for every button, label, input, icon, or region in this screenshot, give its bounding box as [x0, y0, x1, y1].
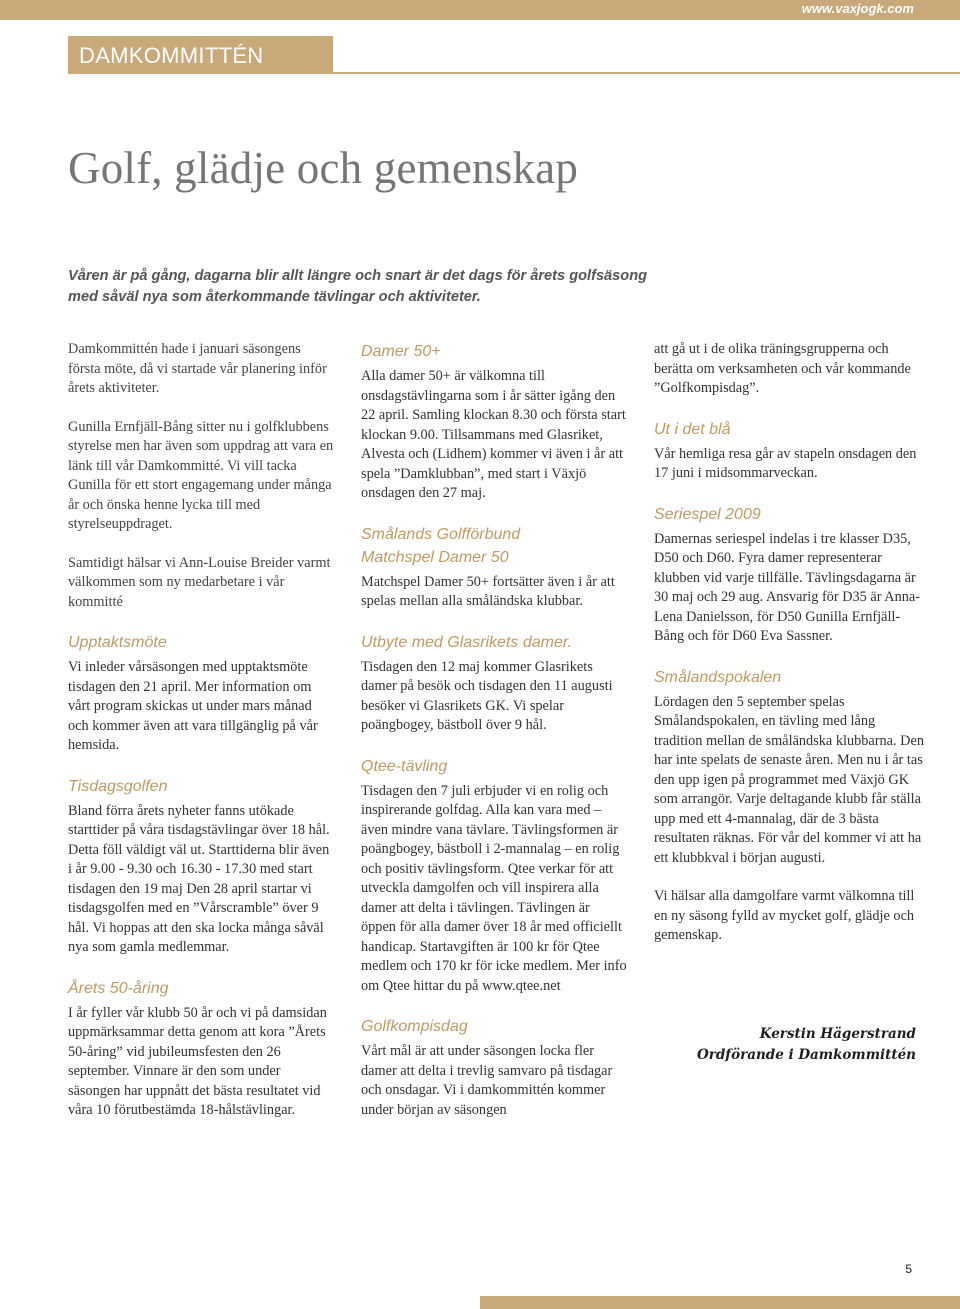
subheading-golfkompisdag: Golfkompisdag — [361, 1018, 468, 1035]
subheading-seriespel: Seriespel 2009 — [654, 505, 761, 523]
bottom-band — [480, 1296, 960, 1309]
paragraph: att gå ut i de olika träningsgrupperna och berätta om verksamheten och vår kommande ”Golfkompisdag”. — [654, 341, 911, 396]
subheading-arets-50-aring: Årets 50-åring — [68, 979, 169, 997]
paragraph: Vårt mål är att under säsongen locka fler damer att delta i trevlig samvaro på tisdagar och onsdagar. Vi i damkommittén kommer under början av säsongen — [361, 1043, 613, 1118]
paragraph: Lördagen den 5 september spelas Smålandspokalen, en tävling med lång tradition mellan de småländska klubbarna. Den har inte spelats de senaste åren. Men nu i år tas den upp igen på programmet med Växjö GK som arrangör. Varje deltagande klubb får ställa upp med ett 4-mannalag, där de 3 bästa resultaten räknas. För vår del kommer vi att ha ett klubbkval i början augusti. — [654, 693, 924, 866]
paragraph: Bland förra årets nyheter fanns utökade starttider på våra tisdagstävlingar över 18 hål. Detta föll väldigt väl ut. Starttiderna blir även i år 9.00 - 9.30 och 16.30 - 17.30 med start tisdagen den 19 maj Den 28 april startar vi tisdagsgolfen med en ”Vårscramble” över 9 hål. Vi hoppas att den ska locka många såväl nya som gamla medlemmar. — [68, 802, 330, 955]
paragraph: Alla damer 50+ är välkomna till onsdagstävlingarna som i år sätter igång den 22 april. Samling klockan 8.30 och första start klockan 9.00. Tillsammans med Glasriket, Alvesta och (Lidhem) kommer vi även i år att spela ”Damklubban”, med start i Växjö onsdagen den 27 maj. — [361, 368, 626, 501]
column-left — [68, 340, 334, 1121]
paragraph: Vi inleder vårsäsongen med upptaktsmöte tisdagen den 21 april. Mer information om vårt program skickas ut under mars månad och kommer även att vara tillgänglig på vår hemsida. — [68, 659, 318, 753]
paragraph: Vi hälsar alla damgolfare varmt välkomna till en ny säsong fylld av mycket golf, glädje och gemenskap. — [654, 888, 915, 943]
subheading-smalands-golfforbund: Smålands Golfförbund Matchspel Damer 50 — [361, 525, 521, 566]
paragraph: Damernas seriespel indelas i tre klasser D35, D50 och D60. Fyra damer representerar klubben vid varje tillfälle. Tävlingsdagarna är 30 maj och 29 aug. Ansvarig för D35 är Anna-Lena Danielsson, för D50 Gunilla Ernfjäll-Bång och för D60 Eva Sassner. — [654, 530, 921, 644]
section-label: DAMKOMMITTÉN — [68, 36, 333, 74]
paragraph: Matchspel Damer 50+ fortsätter även i år att spelas mellan alla småländska klubbar. — [361, 573, 615, 609]
paragraph: Vår hemliga resa går av stapeln onsdagen den 17 juni i midsommarveckan. — [654, 445, 917, 481]
subheading-smalandspokalen: Smålandspokalen — [654, 668, 782, 686]
column-middle — [361, 340, 627, 1120]
subheading-tisdagsgolfen: Tisdagsgolfen — [68, 777, 168, 795]
article-lead: Våren är på gång, dagarna blir allt längre och snart är det dags för årets golfsäsong med såväl nya som återkommande tävlingar och aktiviteter. — [68, 268, 648, 305]
subheading-damer-50: Damer 50+ — [361, 343, 441, 360]
signature-name: Kerstin Hägerstrand — [759, 1026, 916, 1042]
section-rule — [333, 72, 960, 74]
paragraph: Samtidigt hälsar vi Ann-Louise Breider varmt välkommen som ny medarbetare i vår kommitté — [68, 554, 331, 610]
site-url-link[interactable]: www.vaxjogk.com — [801, 1, 914, 16]
subheading-qtee-tavling: Qtee-tävling — [361, 757, 448, 775]
article-title: Golf, glädje och gemenskap — [68, 143, 579, 193]
subheading-ut-i-det-bla: Ut i det blå — [654, 420, 731, 438]
paragraph: Tisdagen den 7 juli erbjuder vi en rolig och inspirerande golfdag. Alla kan vara med – även mindre vana tävlare. Tävlingsformen är poängbogey, bästboll i 2-mannalag – en rolig och positiv tävlingsform. Qtee verkar för att utveckla damgolfen och vill inspirera alla damer att delta i tävlingen. Tävlingen är öppen för alla damer över 18 år med officiellt handicap. Startavgiften är 100 kr för Qtee medlem och 170 kr för icke medlem. Mer info om Qtee hittar du på www.qtee.net — [361, 782, 627, 994]
subheading-utbyte: Utbyte med Glasrikets damer. — [361, 633, 573, 651]
paragraph: Tisdagen den 12 maj kommer Glasrikets damer på besök och tisdagen den 11 augusti besöker vi Glasrikets GK. Vi spelar poängbogey, bästboll över 9 hål. — [361, 658, 613, 733]
page-number: 5 — [905, 1262, 912, 1276]
column-right — [654, 340, 924, 946]
subheading-upptaktsmote: Upptaktsmöte — [68, 634, 167, 651]
paragraph: Damkommittén hade i januari säsongens första möte, då vi startade vår planering inför årets aktiviteter. — [68, 341, 327, 396]
signature — [680, 1024, 916, 1066]
paragraph: I år fyller vår klubb 50 år och vi på damsidan uppmärksammar detta genom att kora ”Årets 50-åring” vid jubileumsfesten den 26 september. Vinnare är den som under säsongen har uppnått det bästa resultatet vid våra 10 förutbestämda 18-hålstävlingar. — [68, 1004, 327, 1118]
paragraph: Gunilla Ernfjäll-Bång sitter nu i golfklubbens styrelse men har även som uppdrag att vara en länk till vår Damkommitté. Vi vill tacka Gunilla för ett stort engagemang under många år och önska henne lycka till med styrelseuppdraget. — [68, 418, 334, 532]
signature-role: Ordförande i Damkommittén — [696, 1047, 916, 1063]
